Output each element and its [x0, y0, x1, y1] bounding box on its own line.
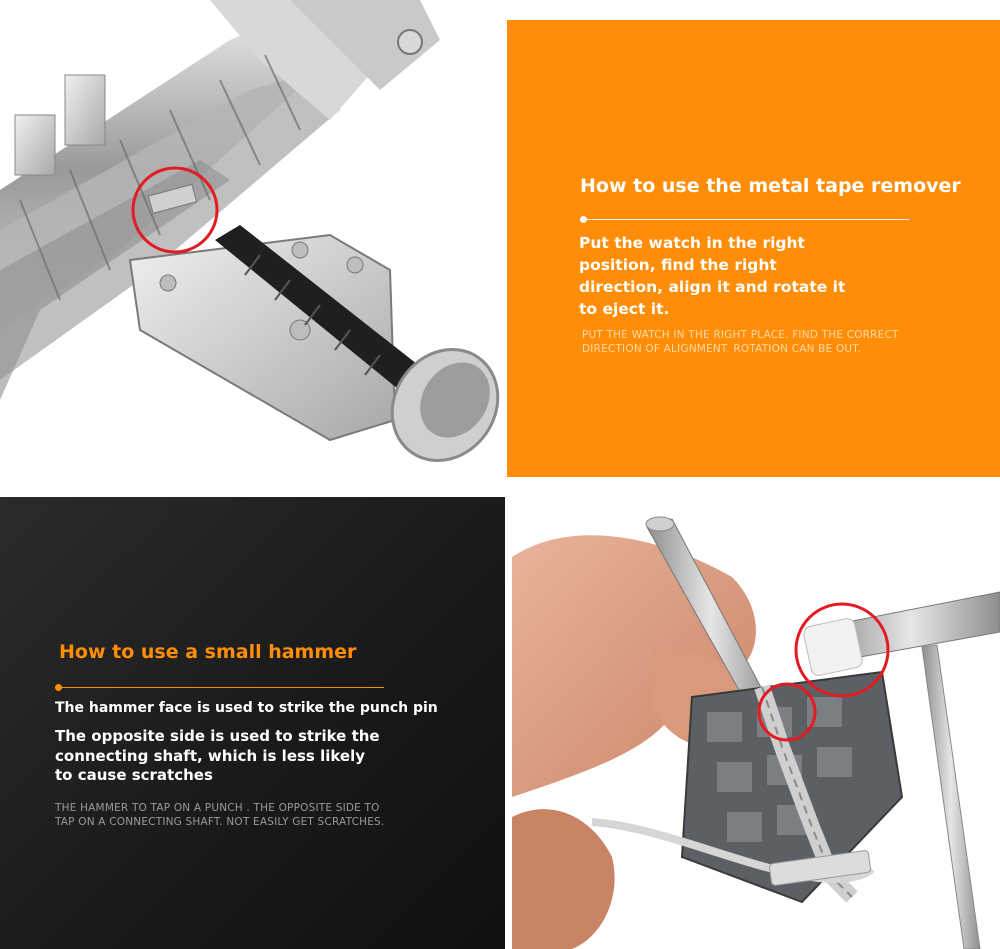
title-divider	[60, 687, 384, 688]
hammer-and-punch-photo	[512, 497, 1000, 949]
metal-tape-remover-title: How to use the metal tape remover	[580, 175, 961, 197]
small-hammer-panel	[0, 497, 505, 949]
small-hammer-line2: The opposite side is used to strike the connecting shaft, which is less likely to cause scratches	[55, 727, 380, 784]
title-divider	[584, 219, 909, 220]
small-hammer-title: How to use a small hammer	[59, 641, 357, 663]
remover-tool-photo	[0, 0, 505, 477]
metal-tape-remover-description: Put the watch in the right position, find the right direction, align it and rotate it to eject it.	[579, 234, 846, 318]
hammer-punch-photo	[512, 497, 1000, 949]
small-hammer-line1: The hammer face is used to strike the punch pin	[55, 700, 438, 716]
small-hammer-caption: THE HAMMER TO TAP ON A PUNCH . THE OPPOSITE SIDE TO TAP ON A CONNECTING SHAFT. NOT EASILY GET SCRATCHES.	[55, 802, 385, 828]
watch-band-remover-photo	[0, 0, 505, 477]
metal-tape-remover-caption: PUT THE WATCH IN THE RIGHT PLACE. FIND THE CORRECT DIRECTION OF ALIGNMENT. ROTATION CAN BE OUT.	[582, 329, 899, 355]
metal-tape-remover-panel	[507, 20, 1000, 477]
